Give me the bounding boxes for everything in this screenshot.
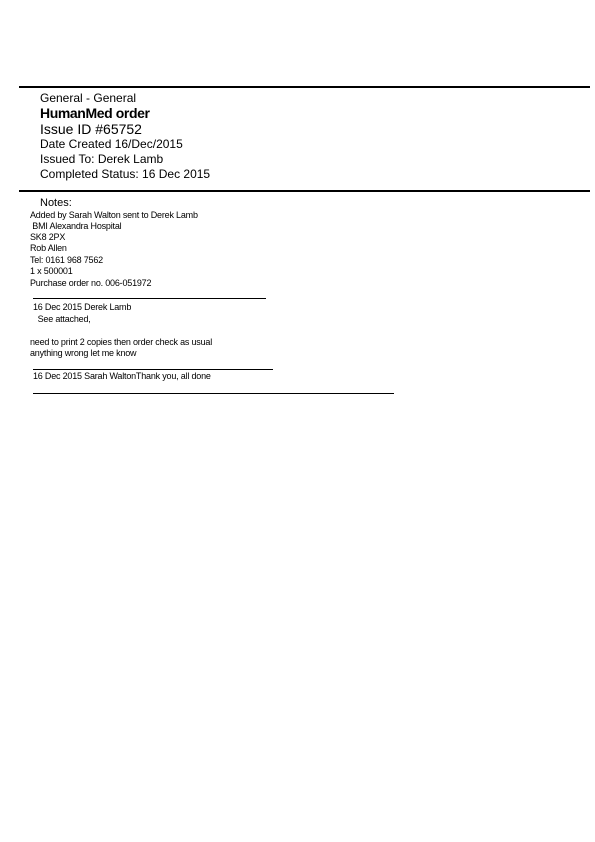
issue-title: HumanMed order <box>40 105 150 121</box>
note-entry2-line: need to print 2 copies then order check as usual <box>30 337 213 347</box>
note-entry1-line: BMI Alexandra Hospital <box>30 221 122 231</box>
note-entry2-line: 16 Dec 2015 Derek Lamb <box>33 302 132 312</box>
note-separator <box>33 369 273 370</box>
note-separator <box>33 298 266 299</box>
note-entry1-line: Purchase order no. 006-051972 <box>30 278 152 288</box>
header-top-rule <box>19 86 590 88</box>
notes-end-rule <box>33 393 394 394</box>
issued-to: Issued To: Derek Lamb <box>40 152 164 166</box>
issue-id: Issue ID #65752 <box>40 121 142 137</box>
note-entry1-line: SK8 2PX <box>30 232 66 242</box>
note-entry1-line: Rob Allen <box>30 243 67 253</box>
note-entry2-line: See attached, <box>33 314 91 324</box>
note-entry1-line: Tel: 0161 968 7562 <box>30 255 103 265</box>
header-bottom-rule <box>19 190 590 192</box>
date-created: Date Created 16/Dec/2015 <box>40 137 183 151</box>
notes-label: Notes: <box>40 197 72 209</box>
note-entry1-line: 1 x 500001 <box>30 266 73 276</box>
note-entry3-line: 16 Dec 2015 Sarah WaltonThank you, all done <box>33 371 211 381</box>
issue-category: General - General <box>40 91 137 105</box>
note-entry2-line: anything wrong let me know <box>30 348 137 358</box>
completed-status: Completed Status: 16 Dec 2015 <box>40 167 211 181</box>
note-entry1-line: Added by Sarah Walton sent to Derek Lamb <box>30 210 198 220</box>
